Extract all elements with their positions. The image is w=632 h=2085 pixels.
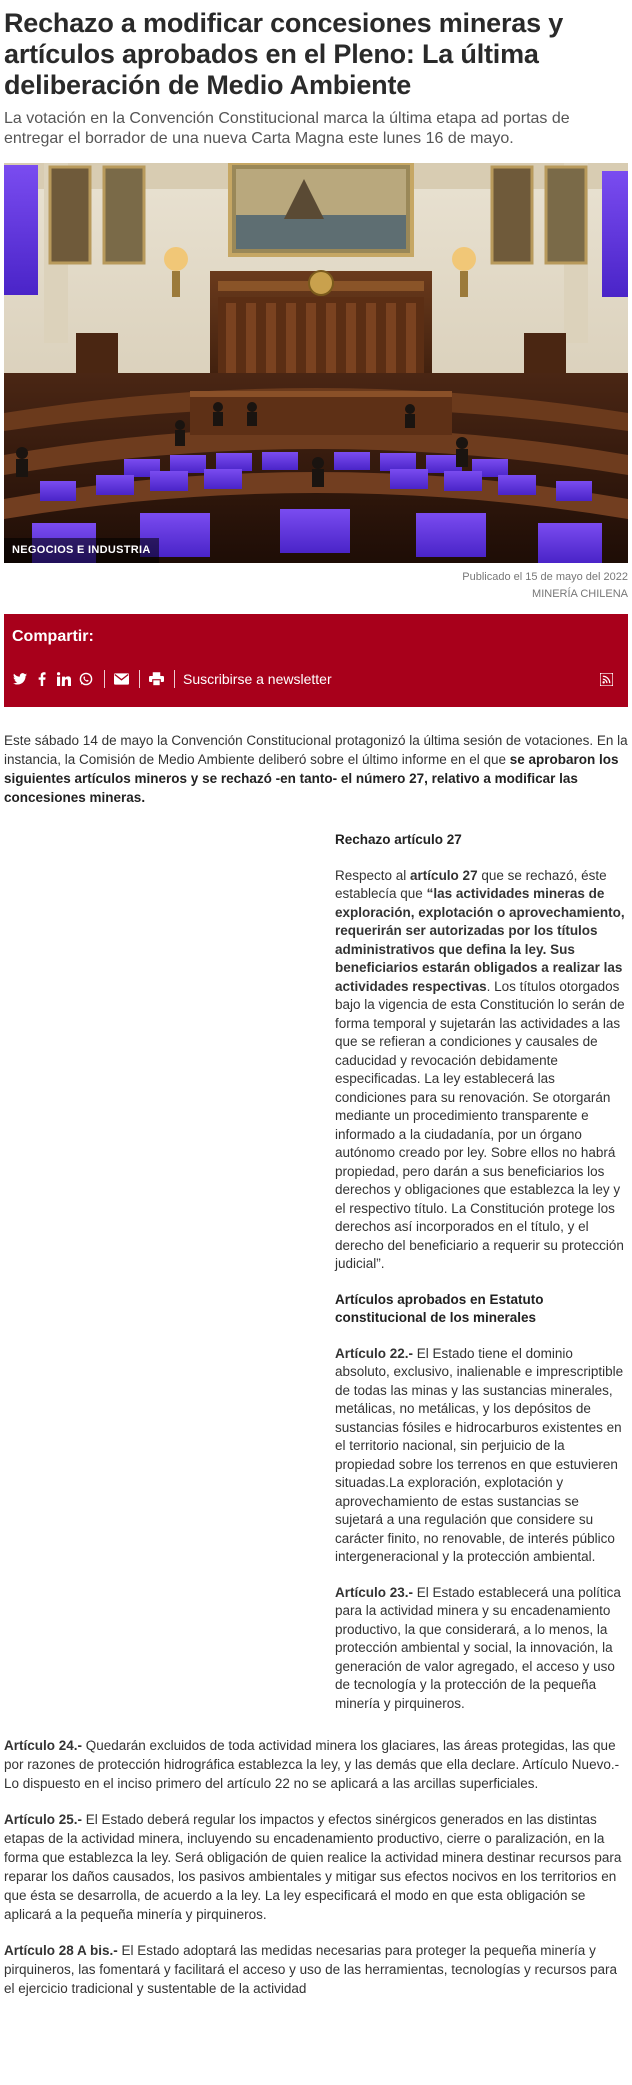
articulo-28-text: El Estado adoptará las medidas necesarias para proteger la pequeña minería y pirquineros, las fomentará y facilitará el acceso y uso de las herramientas, tecnologías y recursos para el ejercicio tradicional y sustentable de la actividad bbox=[4, 1943, 618, 1996]
rechazo-paragraph bbox=[335, 867, 628, 1274]
section-heading-aprobados: Artículos aprobados en Estatuto constitucional de los minerales bbox=[335, 1291, 544, 1325]
articulo-23-paragraph bbox=[335, 1584, 628, 1714]
articulo-25-paragraph bbox=[4, 1810, 628, 1924]
articulo-28-paragraph bbox=[4, 1941, 628, 1998]
article-subtitle: La votación en la Convención Constitucional marca la última etapa ad portas de entregar el borrador de una nueva Carta Magna este lunes 16 de mayo. bbox=[4, 110, 570, 147]
rss-icon[interactable] bbox=[598, 671, 614, 687]
full-width-body bbox=[4, 1736, 628, 1998]
articulo-22-text: El Estado tiene el dominio absoluto, exclusivo, inalienable e imprescriptible de todas las minas y las sustancias minerales, metálicas, no metálicas, y los depósitos de sustancias fósiles e hidrocarburos existentes en el territorio nacional, sin perjuicio de la propiedad sobre los terrenos en que estuvieren situadas.La exploración, explotación y aprovechamiento de estas sustancias se sujetará a una regulación que considere su carácter finito, no renovable, de interés público intergeneracional y la protección ambiental. bbox=[335, 1345, 624, 1564]
articulo-24-paragraph bbox=[4, 1736, 628, 1793]
articulo-23-text: El Estado establecerá una política para la actividad minera y su encadenamiento productivo, la que considerará, a lo menos, la protección ambiental y social, la innovación, la generación de valor agregado, el acceso y uso de tecnología y la protección de la pequeña minería y pirquineros. bbox=[335, 1584, 621, 1711]
share-divider bbox=[174, 670, 175, 688]
share-actions bbox=[12, 669, 620, 689]
articulo-25-text: El Estado deberá regular los impactos y efectos sinérgicos generados en las distintas etapas de la actividad minera, incluyendo su encadenamiento productivo, cierre o paralización, en la forma que establezca la ley. Será obligación de quien realice la actividad minera destinar recursos para reparar los daños causados, los pasivos ambientales y mitigar sus efectos nocivos en los territorios en que ésta se desarrolla, de acuerdo a la ley. La ley especificará el modo en que esta obligación se aplicará a la pequeña minería y pirquineros. bbox=[4, 1812, 622, 1922]
section-heading-rechazo: Rechazo artículo 27 bbox=[335, 832, 462, 847]
share-bar bbox=[4, 614, 628, 707]
articulo-24-text: Quedarán excluidos de toda actividad minera los glaciares, las áreas protegidas, las que por razones de protección hidrográfica establezca la ley, y las demás que ella declare. Artículo Nuevo.- Lo dispuesto en el inciso primero del artículo 22 no se aplicará a las arcillas superficiales. bbox=[4, 1738, 620, 1791]
article-title: Rechazo a modificar concesiones mineras y artículos aprobados en el Pleno: La última deliberación de Medio Ambiente bbox=[4, 8, 564, 100]
share-divider bbox=[139, 670, 140, 688]
print-icon[interactable] bbox=[148, 671, 164, 687]
newsletter-link[interactable]: Suscribirse a newsletter bbox=[183, 671, 332, 687]
share-divider bbox=[104, 670, 105, 688]
article-body-columns bbox=[4, 831, 628, 1730]
linkedin-icon[interactable] bbox=[56, 671, 72, 687]
mail-icon[interactable] bbox=[113, 671, 129, 687]
articulo-25-label: Artículo 25.- bbox=[4, 1812, 83, 1827]
hero-image[interactable] bbox=[4, 163, 628, 563]
article-page bbox=[4, 0, 628, 1998]
twitter-icon[interactable] bbox=[12, 671, 28, 687]
article-source: MINERÍA CHILENA bbox=[532, 588, 628, 600]
publish-date: Publicado el 15 de mayo del 2022 bbox=[462, 571, 628, 583]
rechazo-bold-1: artículo 27 bbox=[410, 867, 478, 883]
rechazo-text-1: Respecto al bbox=[335, 867, 411, 883]
intro-paragraph bbox=[4, 731, 628, 807]
articulo-22-label: Artículo 22.- bbox=[335, 1345, 414, 1361]
articulo-28-label: Artículo 28 A bis.- bbox=[4, 1943, 118, 1958]
facebook-icon[interactable] bbox=[34, 671, 50, 687]
left-column-spacer bbox=[4, 831, 335, 1730]
rechazo-text-3: . Los títulos otorgados bajo la vigencia de esta Constitución lo serán de forma temporal y sujetarán las actividades a las que se refieran a condiciones y causales de caducidad y revocación debidamente especificadas. La ley establecerá las condiciones para su renovación. Se otorgarán mediante un procedimiento transparente e informado a la ciudadanía, por un órgano autónomo creado por ley. Sobre ellos no habrá propiedad, pero darán a sus beneficiarios los derechos y obligaciones que establezca la ley y el respectivo título. La Constitución protege los derechos así incorporados en el título, y el derecho del beneficiario a requerir su protección judicial”. bbox=[335, 978, 625, 1271]
intro-bold-text: se aprobaron los siguientes artículos mineros y se rechazó -en tanto- el número 27, relativo a modificar las concesiones mineras. bbox=[4, 752, 619, 805]
intro-text: Este sábado 14 de mayo la Convención Constitucional protagonizó la última sesión de votaciones. En la instancia, la Comisión de Medio Ambiente deliberó sobre el último informe en el que bbox=[4, 733, 628, 767]
right-column bbox=[335, 831, 628, 1730]
image-category-tag[interactable]: NEGOCIOS E INDUSTRIA bbox=[4, 538, 159, 563]
articulo-24-label: Artículo 24.- bbox=[4, 1738, 83, 1753]
articulo-23-label: Artículo 23.- bbox=[335, 1584, 414, 1600]
share-label: Compartir: bbox=[12, 628, 94, 645]
whatsapp-icon[interactable] bbox=[78, 671, 94, 687]
chamber-photo bbox=[4, 163, 628, 563]
rechazo-text-2: que se rechazó, éste establecía que bbox=[335, 867, 607, 901]
articulo-22-paragraph bbox=[335, 1345, 628, 1567]
rechazo-bold-2: “las actividades mineras de exploración, explotación o aprovechamiento, requerirán ser autorizadas por los títulos administrativos que defina la ley. Sus beneficiarios estarán obligados a realizar las actividades respectivas bbox=[335, 886, 625, 994]
